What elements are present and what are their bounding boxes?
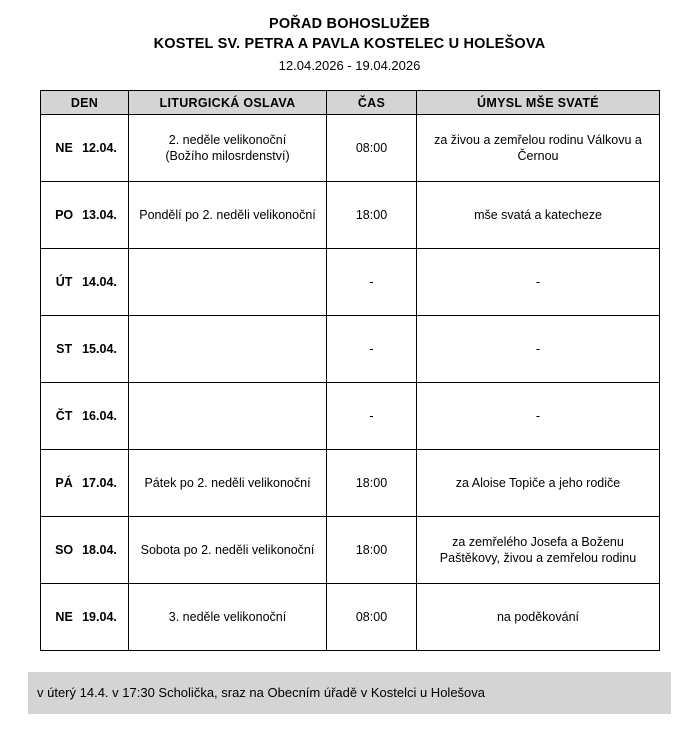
cell-time: 18:00 xyxy=(327,517,417,584)
cell-day xyxy=(41,316,129,383)
date-range: 12.04.2026 - 19.04.2026 xyxy=(278,58,421,73)
day-date: 19.04. xyxy=(82,610,117,624)
table-row xyxy=(41,450,660,517)
cell-liturgy xyxy=(129,249,327,316)
cell-day xyxy=(41,517,129,584)
cell-time: 08:00 xyxy=(327,584,417,651)
day-of-week: NE xyxy=(55,610,73,624)
cell-liturgy: Pondělí po 2. neděli velikonoční xyxy=(129,182,327,249)
day-of-week: PÁ xyxy=(55,476,73,490)
day-of-week: SO xyxy=(55,543,74,557)
cell-day xyxy=(41,249,129,316)
column-header-intention: ÚMYSL MŠE SVATÉ xyxy=(417,91,660,115)
table-row xyxy=(41,115,660,182)
cell-time: 18:00 xyxy=(327,450,417,517)
cell-time: - xyxy=(327,316,417,383)
day-date: 12.04. xyxy=(82,141,117,155)
day-of-week: PO xyxy=(55,208,74,222)
column-header-day: DEN xyxy=(41,91,129,115)
schedule-table-wrap xyxy=(40,90,659,651)
cell-day xyxy=(41,450,129,517)
day-date: 18.04. xyxy=(82,543,117,557)
footer-note: v úterý 14.4. v 17:30 Scholička, sraz na Obecním úřadě v Kostelci u Holešova xyxy=(28,672,671,714)
church-name: KOSTEL SV. PETRA A PAVLA KOSTELEC U HOLEŠOVA xyxy=(153,36,546,52)
cell-intention: na poděkování xyxy=(417,584,660,651)
cell-day xyxy=(41,182,129,249)
day-date: 16.04. xyxy=(82,409,117,423)
cell-liturgy xyxy=(129,383,327,450)
cell-time: 18:00 xyxy=(327,182,417,249)
cell-intention: za zemřelého Josefa a Boženu Paštěkovy, živou a zemřelou rodinu xyxy=(417,517,660,584)
cell-time: - xyxy=(327,249,417,316)
table-row xyxy=(41,316,660,383)
table-row xyxy=(41,182,660,249)
day-date: 17.04. xyxy=(82,476,117,490)
cell-liturgy xyxy=(129,316,327,383)
cell-day xyxy=(41,383,129,450)
cell-liturgy: 3. neděle velikonoční xyxy=(129,584,327,651)
table-header-row xyxy=(41,91,660,115)
day-date: 15.04. xyxy=(82,342,117,356)
column-header-liturgy: LITURGICKÁ OSLAVA xyxy=(129,91,327,115)
cell-time: 08:00 xyxy=(327,115,417,182)
day-of-week: ÚT xyxy=(55,275,73,289)
cell-intention: za Aloise Topiče a jeho rodiče xyxy=(417,450,660,517)
schedule-table-body xyxy=(41,115,660,651)
cell-intention: - xyxy=(417,316,660,383)
page-title: POŘAD BOHOSLUŽEB xyxy=(268,16,431,32)
cell-intention: za živou a zemřelou rodinu Válkovu a Černou xyxy=(417,115,660,182)
table-row xyxy=(41,584,660,651)
cell-intention: - xyxy=(417,383,660,450)
table-row xyxy=(41,249,660,316)
day-of-week: ČT xyxy=(55,409,73,423)
cell-intention: - xyxy=(417,249,660,316)
cell-liturgy: 2. neděle velikonoční (Božího milosrdenství) xyxy=(129,115,327,182)
column-header-time: ČAS xyxy=(327,91,417,115)
cell-liturgy: Sobota po 2. neděli velikonoční xyxy=(129,517,327,584)
document-header xyxy=(0,0,699,76)
cell-liturgy: Pátek po 2. neděli velikonoční xyxy=(129,450,327,517)
day-date: 13.04. xyxy=(82,208,117,222)
table-row xyxy=(41,383,660,450)
table-row xyxy=(41,517,660,584)
day-of-week: NE xyxy=(55,141,73,155)
cell-time: - xyxy=(327,383,417,450)
cell-day xyxy=(41,115,129,182)
day-of-week: ST xyxy=(56,342,73,356)
cell-intention: mše svatá a katecheze xyxy=(417,182,660,249)
schedule-table xyxy=(40,90,660,651)
day-date: 14.04. xyxy=(82,275,117,289)
cell-day xyxy=(41,584,129,651)
